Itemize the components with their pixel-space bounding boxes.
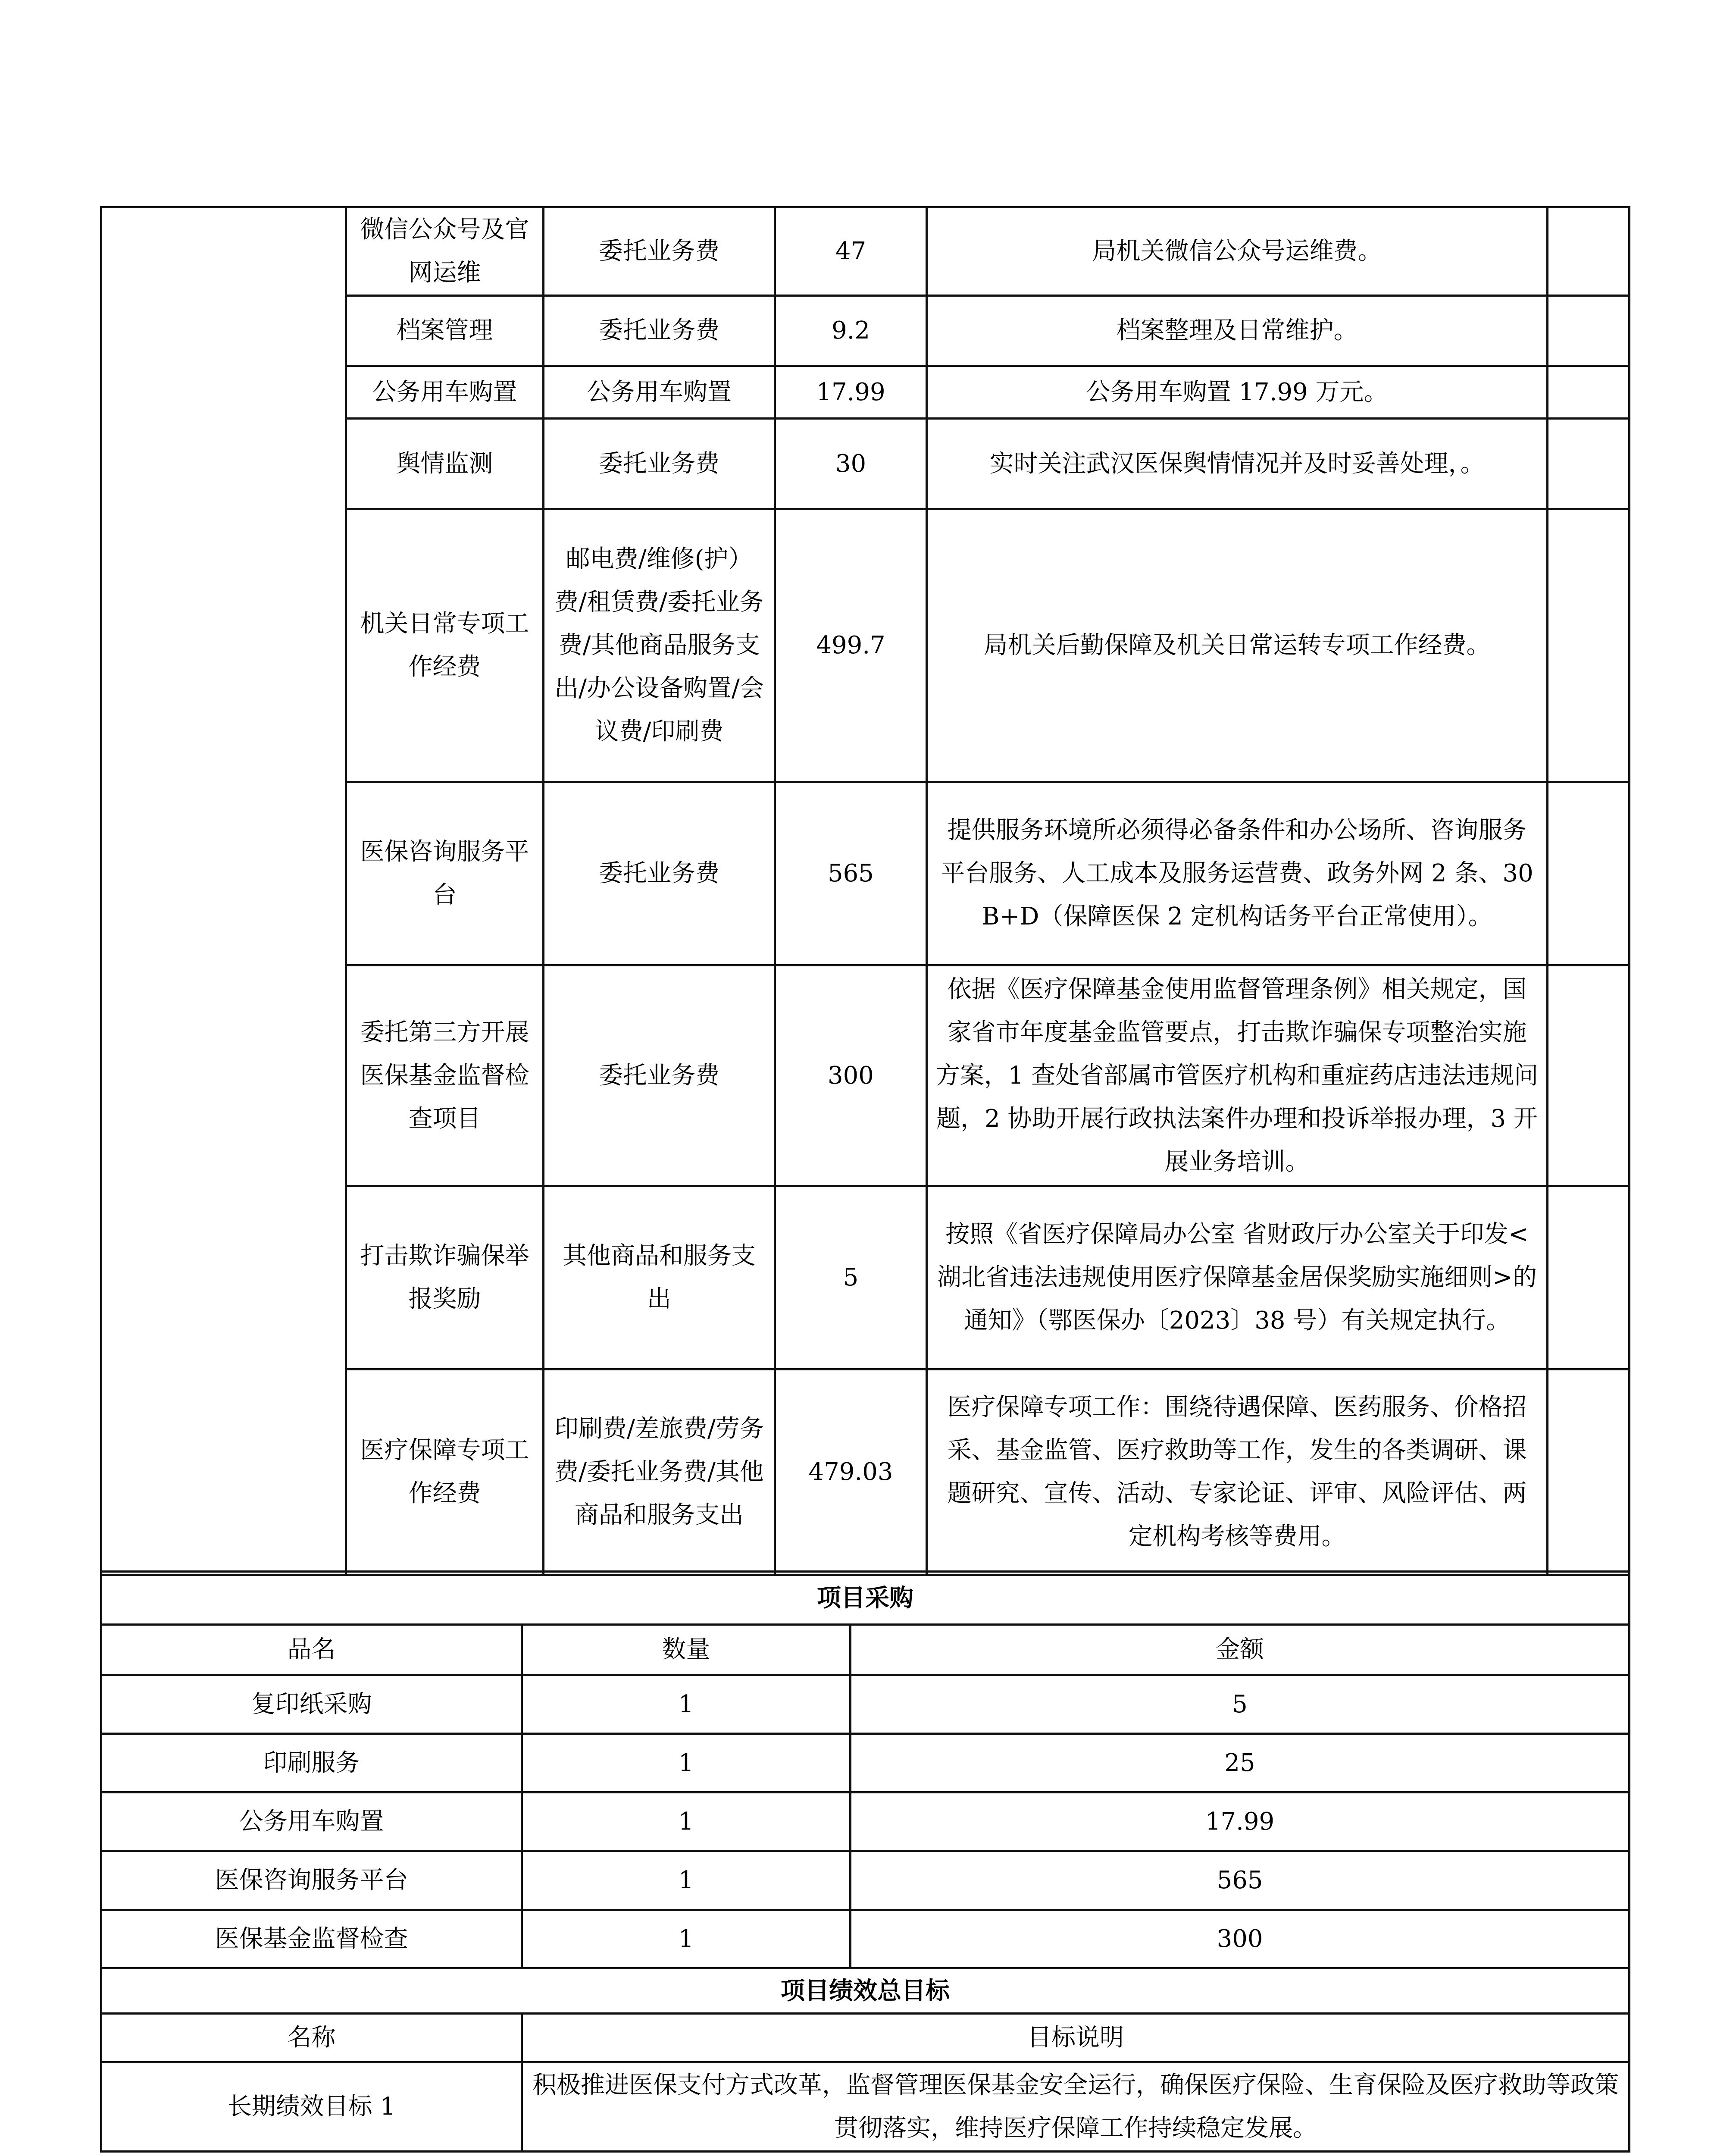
procurement-name: 医保基金监督检查 [101,1910,522,1968]
expense-category: 公务用车购置 [544,366,775,419]
expense-category: 委托业务费 [544,296,775,366]
expense-item: 打击欺诈骗保举报奖励 [346,1186,544,1369]
expense-description: 医疗保障专项工作：围绕待遇保障、医药服务、价格招采、基金监管、医疗救助等工作，发生的各类调研、课题研究、宣传、活动、专家论证、评审、风险评估、两定机构考核等费用。 [927,1369,1548,1575]
expense-category: 其他商品和服务支出 [544,1186,775,1369]
expense-amount: 479.03 [775,1369,927,1575]
expense-item: 委托第三方开展医保基金监督检查项目 [346,965,544,1186]
blank-cell [1548,296,1630,366]
expense-item: 公务用车购置 [346,366,544,419]
expense-category: 委托业务费 [544,419,775,509]
procurement-name: 公务用车购置 [101,1792,522,1851]
expense-item: 舆情监测 [346,419,544,509]
performance-row [101,2062,1630,2152]
blank-cell [1548,207,1630,296]
expense-amount: 565 [775,782,927,965]
performance-title: 项目绩效总目标 [101,1968,1630,2014]
column-header-goal-name: 名称 [101,2014,522,2062]
expense-amount: 9.2 [775,296,927,366]
procurement-header-row [101,1625,1630,1675]
column-header-name: 品名 [101,1625,522,1675]
procurement-amount: 17.99 [851,1792,1630,1851]
column-header-quantity: 数量 [522,1625,851,1675]
blank-cell [1548,1186,1630,1369]
expense-description: 档案整理及日常维护。 [927,296,1548,366]
expense-description: 局机关后勤保障及机关日常运转专项工作经费。 [927,509,1548,782]
procurement-amount: 300 [851,1910,1630,1968]
expense-item: 微信公众号及官网运维 [346,207,544,296]
expense-description: 公务用车购置 17.99 万元。 [927,366,1548,419]
blank-cell [1548,509,1630,782]
procurement-quantity: 1 [522,1851,851,1910]
procurement-row [101,1910,1630,1968]
goal-name: 长期绩效目标 1 [101,2062,522,2152]
expense-table [100,206,1630,1576]
expense-amount: 47 [775,207,927,296]
expense-category: 邮电费/维修(护）费/租赁费/委托业务费/其他商品服务支出/办公设备购置/会议费/印刷费 [544,509,775,782]
procurement-name: 医保咨询服务平台 [101,1851,522,1910]
goal-description: 积极推进医保支付方式改革，监督管理医保基金安全运行，确保医疗保险、生育保险及医疗救助等政策贯彻落实，维持医疗保障工作持续稳定发展。 [522,2062,1630,2152]
blank-cell [1548,366,1630,419]
blank-cell [1548,419,1630,509]
column-header-amount: 金额 [851,1625,1630,1675]
procurement-row [101,1851,1630,1910]
expense-amount: 499.7 [775,509,927,782]
procurement-amount: 25 [851,1734,1630,1792]
expense-item: 机关日常专项工作经费 [346,509,544,782]
expense-row [101,207,1630,296]
procurement-table [100,1570,1630,1969]
expense-item: 档案管理 [346,296,544,366]
procurement-quantity: 1 [522,1910,851,1968]
blank-cell [1548,965,1630,1186]
expense-category: 委托业务费 [544,207,775,296]
expense-description: 依据《医疗保障基金使用监督管理条例》相关规定，国家省市年度基金监管要点，打击欺诈骗保专项整治实施方案，1 查处省部属市管医疗机构和重症药店违法违规问题，2 协助开展行政执法案件办理和投诉举报办理，3 开展业务培训。 [927,965,1548,1186]
performance-table [100,1967,1630,2153]
expense-description: 提供服务环境所必须得必备条件和办公场所、咨询服务平台服务、人工成本及服务运营费、政务外网 2 条、30B+D（保障医保 2 定机构话务平台正常使用）。 [927,782,1548,965]
procurement-quantity: 1 [522,1792,851,1851]
expense-description: 实时关注武汉医保舆情情况并及时妥善处理，。 [927,419,1548,509]
procurement-amount: 565 [851,1851,1630,1910]
expense-item: 医疗保障专项工作经费 [346,1369,544,1575]
expense-item: 医保咨询服务平台 [346,782,544,965]
expense-category: 委托业务费 [544,782,775,965]
blank-cell [1548,782,1630,965]
procurement-title: 项目采购 [101,1572,1630,1625]
expense-description: 局机关微信公众号运维费。 [927,207,1548,296]
expense-category: 印刷费/差旅费/劳务费/委托业务费/其他商品和服务支出 [544,1369,775,1575]
performance-header-row [101,2014,1630,2062]
blank-cell [1548,1369,1630,1575]
expense-amount: 5 [775,1186,927,1369]
expense-amount: 30 [775,419,927,509]
procurement-row [101,1734,1630,1792]
expense-amount: 300 [775,965,927,1186]
procurement-quantity: 1 [522,1675,851,1734]
expense-category: 委托业务费 [544,965,775,1186]
procurement-row [101,1675,1630,1734]
procurement-amount: 5 [851,1675,1630,1734]
expense-description: 按照《省医疗保障局办公室 省财政厅办公室关于印发<湖北省违法违规使用医疗保障基金居保奖励实施细则>的通知》（鄂医保办〔2023〕38 号）有关规定执行。 [927,1186,1548,1369]
procurement-name: 复印纸采购 [101,1675,522,1734]
procurement-row [101,1792,1630,1851]
blank-group-cell [101,207,346,1575]
procurement-quantity: 1 [522,1734,851,1792]
column-header-goal-description: 目标说明 [522,2014,1630,2062]
procurement-name: 印刷服务 [101,1734,522,1792]
expense-amount: 17.99 [775,366,927,419]
